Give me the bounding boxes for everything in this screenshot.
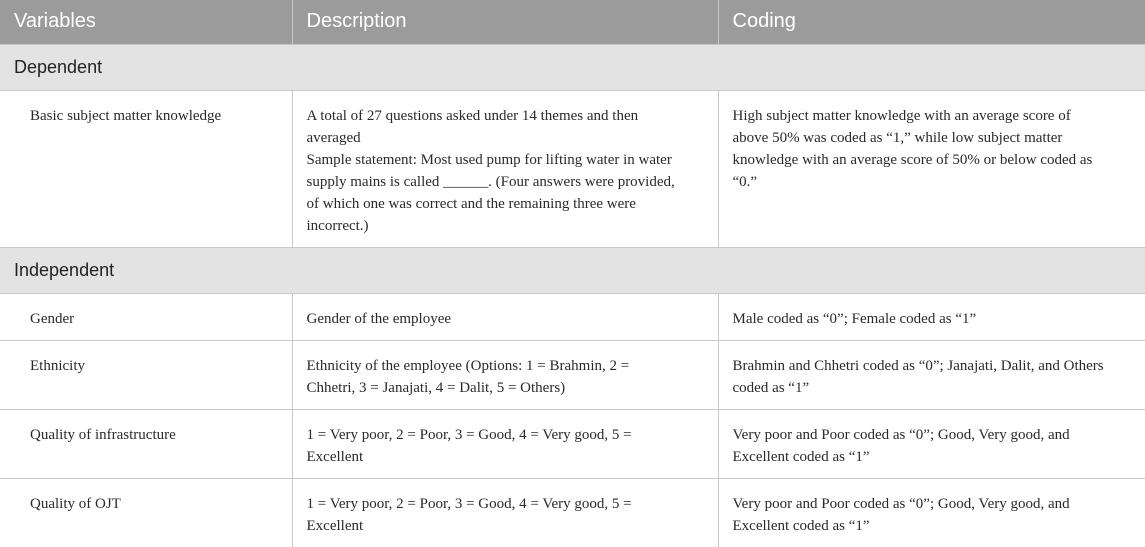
description-cell [292,90,718,247]
coding-cell: Male coded as “0”; Female coded as “1” [718,293,1145,340]
table-row [0,409,1145,478]
variable-cell: Ethnicity [0,340,292,409]
variable-cell: Quality of OJT [0,478,292,547]
table-row [0,478,1145,547]
description-cell: 1 = Very poor, 2 = Poor, 3 = Good, 4 = Very good, 5 = Excellent [292,478,718,547]
variable-cell: Gender [0,293,292,340]
description-cell: Gender of the employee [292,293,718,340]
header-variables: Variables [0,0,292,44]
coding-cell: Very poor and Poor coded as “0”; Good, Very good, and Excellent coded as “1” [732,495,1070,534]
group-row-independent [0,247,1145,293]
description-text: A total of 27 questions asked under 14 themes and then averaged [306,107,639,146]
coding-cell: Brahmin and Chhetri coded as “0”; Janajati, Dalit, and Others coded as “1” [718,340,1145,409]
table-row [0,293,1145,340]
coding-cell: High subject matter knowledge with an average score of above 50% was coded as “1,” while low subject matter knowledge with an average score of 50% or below coded as “0.” [718,90,1145,247]
description-cell: 1 = Very poor, 2 = Poor, 3 = Good, 4 = Very good, 5 = Excellent [292,409,718,478]
description-cell: Ethnicity of the employee (Options: 1 = Brahmin, 2 = Chhetri, 3 = Janajati, 4 = Dalit, 5 = Others) [292,340,718,409]
variable-cell: Quality of infrastructure [0,409,292,478]
coding-cell: Very poor and Poor coded as “0”; Good, Very good, and Excellent coded as “1” [718,409,1145,478]
header-coding: Coding [718,0,1145,44]
group-label-dependent: Dependent [0,44,1145,90]
table-row [0,340,1145,409]
table-row [0,90,1145,247]
group-row-dependent [0,44,1145,90]
variable-cell: Basic subject matter knowledge [0,90,292,247]
header-description: Description [292,0,718,44]
group-label-independent: Independent [0,247,1145,293]
header-row [0,0,1145,44]
sample-statement-text: Sample statement: Most used pump for lifting water in water supply mains is called ______. (Four answers were provided, of which one was correct and the remaining three were incorrect.) [306,151,675,234]
